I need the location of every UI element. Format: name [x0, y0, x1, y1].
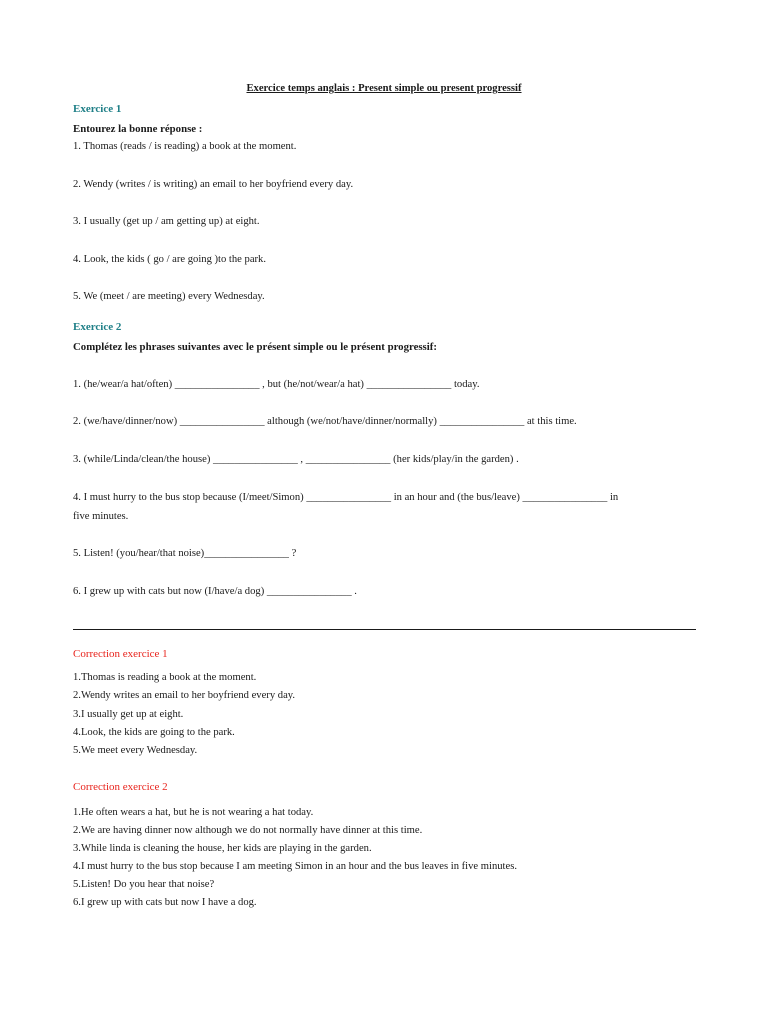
- exercise-1-instruction: Entourez la bonne réponse :: [73, 123, 203, 135]
- exercise-2-item: 6. I grew up with cats but now (I/have/a dog) ________________ .: [73, 586, 357, 597]
- exercise-1-heading: Exercice 1: [73, 103, 122, 115]
- correction-1-heading: Correction exercice 1: [73, 648, 168, 660]
- exercise-1-item: 2. Wendy (writes / is writing) an email to her boyfriend every day.: [73, 179, 354, 190]
- correction-1-item: 1.Thomas is reading a book at the moment.: [73, 672, 257, 683]
- correction-2-heading: Correction exercice 2: [73, 781, 168, 793]
- correction-2-item: 2.We are having dinner now although we do not normally have dinner at this time.: [73, 825, 423, 836]
- document-title: Exercice temps anglais : Present simple ou present progressif: [246, 83, 522, 94]
- exercise-2-item: 1. (he/wear/a hat/often) ________________ , but (he/not/wear/a hat) ________________ today.: [73, 379, 480, 390]
- correction-1-item: 5.We meet every Wednesday.: [73, 745, 198, 756]
- exercise-2-item: 4. I must hurry to the bus stop because (I/meet/Simon) ________________ in an hour and (the bus/leave) ________________ in: [73, 492, 619, 503]
- correction-1-item: 4.Look, the kids are going to the park.: [73, 727, 235, 738]
- section-divider: [73, 629, 696, 630]
- exercise-2-item: 2. (we/have/dinner/now) ________________ although (we/not/have/dinner/normally) ________________ at this time.: [73, 416, 577, 427]
- correction-2-item: 3.While linda is cleaning the house, her kids are playing in the garden.: [73, 843, 372, 854]
- correction-1-item: 3.I usually get up at eight.: [73, 709, 184, 720]
- correction-2-item: 4.I must hurry to the bus stop because I am meeting Simon in an hour and the bus leaves in five minutes.: [73, 861, 517, 872]
- correction-1-item: 2.Wendy writes an email to her boyfriend every day.: [73, 690, 296, 701]
- exercise-1-item: 4. Look, the kids ( go / are going )to the park.: [73, 254, 266, 265]
- exercise-2-instruction: Complétez les phrases suivantes avec le présent simple ou le présent progressif:: [73, 341, 437, 353]
- exercise-1-item: 3. I usually (get up / am getting up) at eight.: [73, 216, 260, 227]
- exercise-2-item: 3. (while/Linda/clean/the house) ________________ , ________________ (her kids/play/in the garden) .: [73, 454, 519, 465]
- exercise-2-item: 5. Listen! (you/hear/that noise)________________ ?: [73, 548, 297, 559]
- exercise-2-heading: Exercice 2: [73, 321, 122, 333]
- correction-2-item: 6.I grew up with cats but now I have a dog.: [73, 897, 257, 908]
- exercise-1-item: 5. We (meet / are meeting) every Wednesday.: [73, 291, 265, 302]
- exercise-1-item: 1. Thomas (reads / is reading) a book at the moment.: [73, 141, 297, 152]
- correction-2-item: 5.Listen! Do you hear that noise?: [73, 879, 215, 890]
- exercise-2-item-continuation: five minutes.: [73, 511, 129, 522]
- correction-2-item: 1.He often wears a hat, but he is not wearing a hat today.: [73, 807, 314, 818]
